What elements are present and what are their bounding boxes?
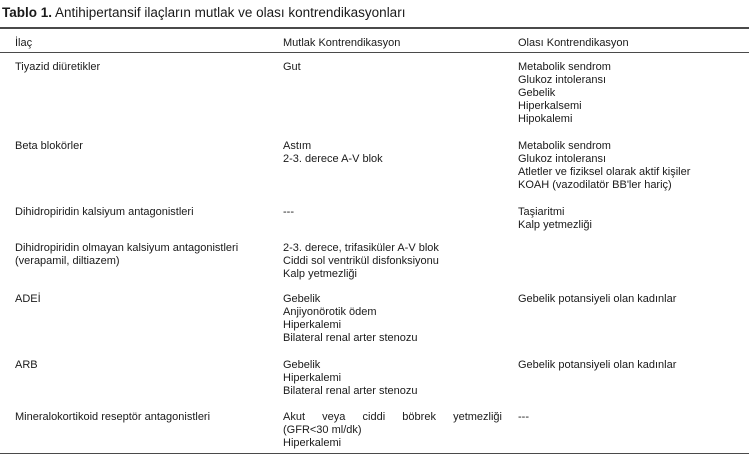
- table-caption-title: Antihipertansif ilaçların mutlak ve olası kontrendikasyonları: [52, 5, 406, 20]
- absolute-contraindication-item: Anjiyonörotik ödem: [283, 306, 377, 318]
- possible-contraindication-item: Hipokalemi: [518, 113, 573, 125]
- column-header-absolute-contraindication: Mutlak Kontrendikasyon: [283, 37, 401, 49]
- column-header-drug: İlaç: [15, 37, 33, 49]
- possible-contraindication-item: Kalp yetmezliği: [518, 219, 592, 231]
- drug-name: Mineralokortikoid reseptör antagonistleri: [15, 411, 211, 423]
- possible-contraindication-item: Hiperkalsemi: [518, 100, 582, 112]
- absolute-contraindication-item: Gebelik: [283, 359, 321, 371]
- drug-cell: [15, 206, 277, 219]
- possible-contraindication-item: Atletler ve fiziksel olarak aktif kişiler: [518, 166, 691, 178]
- absolute-contraindication-item: Gut: [283, 61, 301, 73]
- table-bottom-rule: [0, 453, 749, 454]
- absolute-contraindication-cell: [283, 359, 508, 398]
- absolute-contraindication-item: Ciddi sol ventrikül disfonksiyonu: [283, 255, 439, 267]
- drug-name: Tiyazid diüretikler: [15, 61, 101, 73]
- drug-cell: [15, 242, 277, 268]
- possible-contraindication-cell: [518, 61, 746, 126]
- absolute-contraindication-item: ---: [283, 206, 294, 218]
- absolute-contraindication-cell: [283, 293, 508, 345]
- drug-cell: [15, 140, 277, 153]
- absolute-contraindication-item: (GFR<30 ml/dk): [283, 424, 362, 436]
- drug-name: ARB: [15, 359, 38, 371]
- possible-contraindication-cell: [518, 140, 746, 192]
- drug-name: Beta blokörler: [15, 140, 83, 152]
- drug-name: ADEİ: [15, 293, 41, 305]
- column-header-possible-contraindication: Olası Kontrendikasyon: [518, 37, 629, 49]
- absolute-contraindication-item: Gebelik: [283, 293, 321, 305]
- table-caption: [2, 4, 405, 21]
- drug-cell: [15, 61, 277, 74]
- possible-contraindication-item: Taşiaritmi: [518, 206, 565, 218]
- possible-contraindication-item: Glukoz intoleransı: [518, 153, 607, 165]
- drug-name: Dihidropiridin olmayan kalsiyum antagonistleri: [15, 242, 239, 254]
- absolute-contraindication-cell: [283, 206, 508, 219]
- possible-contraindication-item: Gebelik: [518, 87, 556, 99]
- possible-contraindication-item: Gebelik potansiyeli olan kadınlar: [518, 359, 677, 371]
- absolute-contraindication-item: Hiperkalemi: [283, 319, 342, 331]
- drug-cell: [15, 293, 277, 306]
- possible-contraindication-item: Metabolik sendrom: [518, 140, 611, 152]
- possible-contraindication-cell: [518, 359, 746, 372]
- absolute-contraindication-item: Kalp yetmezliği: [283, 268, 357, 280]
- absolute-contraindication-cell: [283, 411, 508, 450]
- possible-contraindication-cell: [518, 293, 746, 306]
- drug-name-note: (verapamil, diltiazem): [15, 255, 120, 267]
- absolute-contraindication-item: 2-3. derece A-V blok: [283, 153, 383, 165]
- possible-contraindication-item: KOAH (vazodilatör BB'ler hariç): [518, 179, 672, 191]
- absolute-contraindication-item: Bilateral renal arter stenozu: [283, 385, 418, 397]
- absolute-contraindication-cell: [283, 242, 508, 281]
- drug-cell: [15, 411, 277, 424]
- table-top-rule: [0, 27, 749, 29]
- absolute-contraindication-item: Hiperkalemi: [283, 437, 342, 449]
- table-caption-label: Tablo 1.: [2, 5, 53, 20]
- drug-name: Dihidropiridin kalsiyum antagonistleri: [15, 206, 194, 218]
- absolute-contraindication-item: 2-3. derece, trifasiküler A-V blok: [283, 242, 439, 254]
- drug-cell: [15, 359, 277, 372]
- absolute-contraindication-item: Hiperkalemi: [283, 372, 342, 384]
- absolute-contraindication-item: Bilateral renal arter stenozu: [283, 332, 418, 344]
- possible-contraindication-cell: [518, 411, 746, 424]
- possible-contraindication-cell: [518, 206, 746, 232]
- absolute-contraindication-cell: [283, 61, 508, 74]
- absolute-contraindication-item: Astım: [283, 140, 312, 152]
- possible-contraindication-item: ---: [518, 411, 529, 423]
- possible-contraindication-item: Glukoz intoleransı: [518, 74, 607, 86]
- table-header-rule: [0, 52, 749, 53]
- absolute-contraindication-cell: [283, 140, 508, 166]
- absolute-contraindication-item: Akut veya ciddi böbrek yetmezliği: [283, 411, 502, 423]
- possible-contraindication-item: Metabolik sendrom: [518, 61, 611, 73]
- possible-contraindication-item: Gebelik potansiyeli olan kadınlar: [518, 293, 677, 305]
